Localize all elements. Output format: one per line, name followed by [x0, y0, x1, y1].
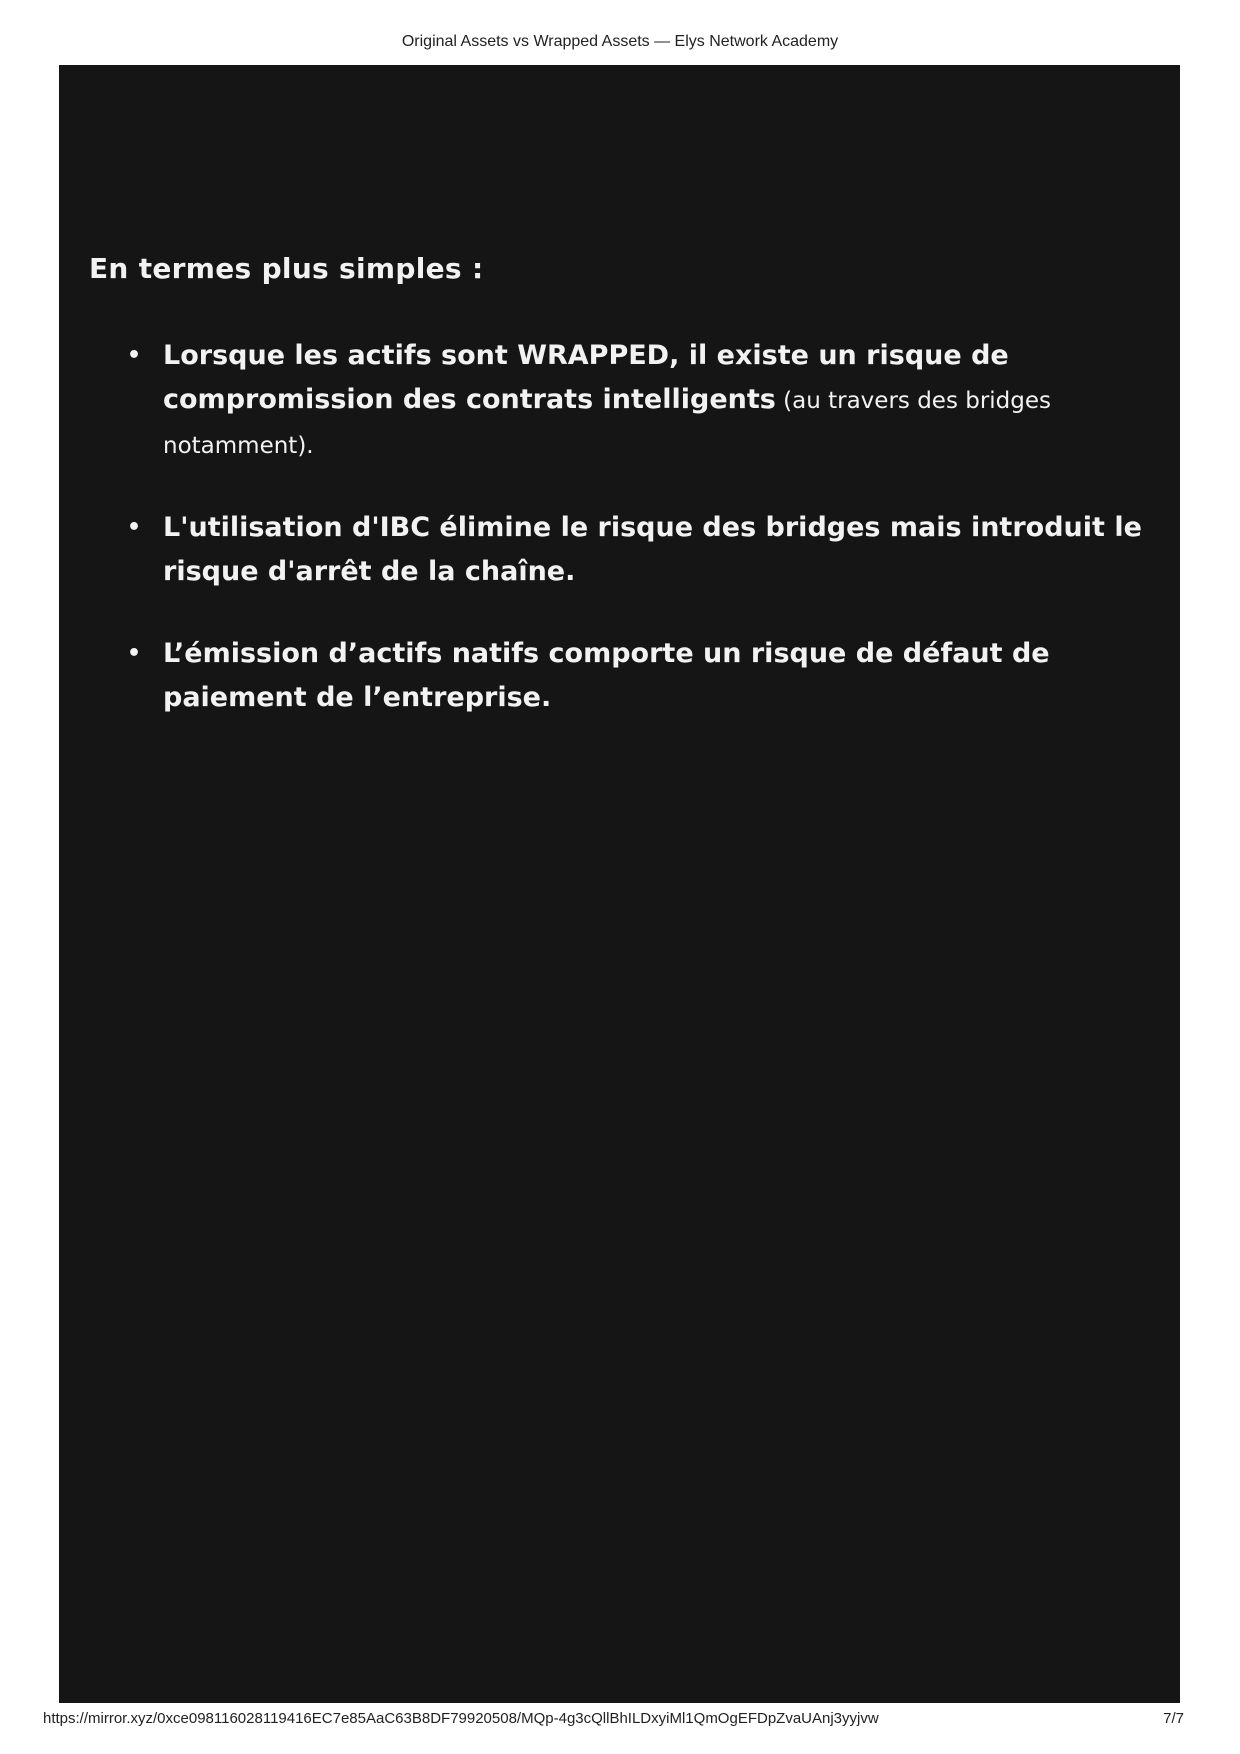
section-heading: En termes plus simples : — [89, 252, 484, 285]
bullet-note: (au travers des bridges notamment). — [163, 388, 1052, 459]
bullet-item — [89, 632, 1149, 720]
bullet-item — [89, 334, 1149, 468]
bullet-dot-icon: • — [127, 343, 142, 368]
bullet-dot-icon: • — [127, 515, 142, 540]
bullet-text: L’émission d’actifs natifs comporte un risque de défaut de paiement de l’entreprise. — [163, 638, 1050, 713]
footer-page-number: 7/7 — [1163, 1710, 1184, 1727]
bullet-item — [89, 506, 1149, 594]
bullet-text: Lorsque les actifs sont WRAPPED, il existe un risque de compromission des contrats intelligents — [163, 340, 1009, 415]
print-header-title: Original Assets vs Wrapped Assets — Elys Network Academy — [401, 33, 839, 50]
bullet-dot-icon: • — [127, 641, 142, 666]
content-panel — [59, 65, 1180, 1703]
footer-url-link[interactable]: https://mirror.xyz/0xce098116028119416EC7e85AaC63B8DF79920508/MQp-4g3cQllBhILDxyiMl1QmOgEFDpZvaUAnj3yyjvw — [43, 1710, 879, 1727]
bullet-list — [89, 334, 1149, 758]
bullet-text: L'utilisation d'IBC élimine le risque des bridges mais introduit le risque d'arrêt de la chaîne. — [163, 512, 1142, 587]
